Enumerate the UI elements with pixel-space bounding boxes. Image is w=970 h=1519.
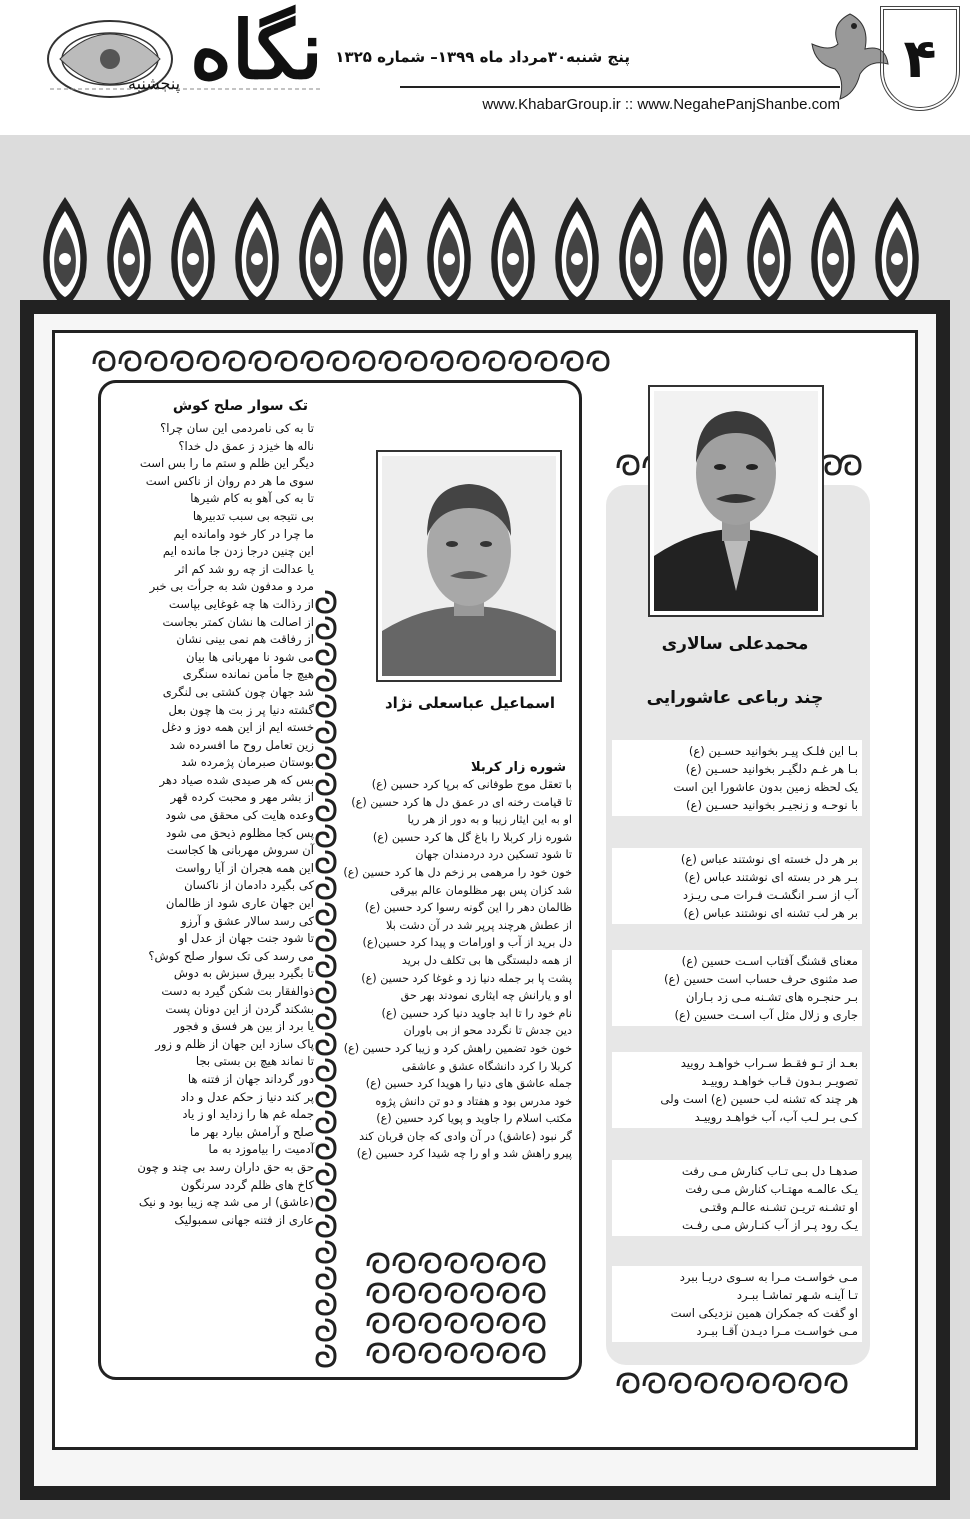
poem-line: گر نبود (عاشق) در آن وادی که جان قربان کند (359, 1129, 572, 1143)
poem-line: نام خود را تا ابد جاوید دنیا کرد حسین (ع) (381, 1006, 572, 1020)
quatrain (612, 1266, 862, 1342)
poem-line: تا به کی نامردمی این سان چرا؟ (160, 421, 314, 435)
poem-line: کی بگیرد دادمان از ناکسان (184, 878, 314, 893)
poem-line: خود مدرس بود و هفتاد و دو تن دانش پژوه (375, 1094, 572, 1108)
poem-line: او به این ایثار زیبا و به دور از هر ریا (407, 813, 572, 827)
author-photo (648, 385, 824, 617)
poem-text (106, 420, 314, 1229)
poem-line: جاری و زلال مثل آب اسـت حسین (ع) (674, 1008, 858, 1022)
poem-line: خسته ایم از این همه دوز و دغل (161, 720, 314, 735)
poem-line: بـا هر غـم دلگیـر بخوانید حسـین (ع) (685, 762, 858, 776)
page-header (0, 0, 970, 135)
poem-line: تا بگیرد بیرق سبزش به دوش (173, 966, 314, 981)
poem-line: یـک رود پـر از آب کنـارش مـی رفـت (681, 1218, 858, 1232)
poem-line: با تعقل موج طوفانی که برپا کرد حسین (ع) (371, 778, 572, 791)
website-links: www.KhabarGroup.ir :: www.NegahePanjShanbe.com (482, 96, 840, 113)
poem-line: دل برید از آب و اورامات و پیدا کرد حسین(ع) (362, 936, 572, 950)
poem-line: صد مثنوی حرف حساب است حسین (ع) (664, 972, 858, 986)
poem-line: تا شود تسکین درد دردمندان جهان (415, 848, 572, 862)
poem-line: آدمیت را بیاموزد به ما (208, 1142, 314, 1157)
poem-line: آب از سـر انگشـت فـرات مـی ریـزد (682, 888, 858, 902)
poem-line: خون خود تضمین راهش کرد و زیبا کرد حسین (ع) (343, 1041, 572, 1055)
page-number: ۴ (880, 6, 960, 111)
poem-text (342, 776, 572, 1163)
poem-line: بشکند گردن از این دونان پست (165, 1001, 314, 1016)
poem-line: بـا این فلـک پیـر بخوانید حسـین (ع) (688, 744, 858, 758)
poem-line: از اصالت ها نشان کمتر بجاست (162, 614, 314, 629)
poem-line: شوره زار کربلا را باغ گل ها کرد حسین (ع) (372, 830, 572, 844)
poem-line: پر کند دنیا ز حکم عدل و داد (180, 1089, 314, 1104)
poem-line: شد جهان چون کشتی بی لنگری (162, 684, 314, 699)
swirl-border-icon (92, 350, 612, 376)
poem-line: او تشـنه تریـن تشـنه عالـم وقتـی (699, 1200, 858, 1214)
poem-line: کربلا را کرد دانشگاه عشق و عاشقی (401, 1059, 572, 1073)
poem-line: مرد و مدفون شد به جرأت بی خبر (149, 579, 314, 594)
poem-line: گشته دنیا پر ز بت ها چون بعل (168, 702, 314, 717)
poem-line: پس کجا مظلوم ذیحق می شود (166, 825, 314, 840)
poem-line: بر هر لب تشنه ای نوشتند عباس (ع) (683, 906, 858, 920)
poem-line: تـا آینـه شـهر تماشـا ببـرد (736, 1288, 858, 1302)
poem-title: شوره زار کربلا (471, 760, 566, 775)
quatrain (612, 1160, 862, 1236)
poem-line: پشت پا بر جمله دنیا زد و غوغا کرد حسین (ع) (361, 971, 572, 985)
poem-line: پیرو راهش شد و او را چه شیدا کرد حسین (ع) (356, 1147, 572, 1161)
poem-line: بـر حنجـره های تشـنه مـی زد بـاران (685, 990, 858, 1004)
poem-line: دور گرداند جهان از فتنه ها (187, 1071, 314, 1086)
poem-line: بوستان صبرمان پژمرده شد (181, 755, 314, 770)
poem-line: زین تعامل روح ما افسرده شد (169, 737, 314, 752)
poem-line: مـی خواسـت مـرا به سـوی دریـا ببرد (679, 1270, 858, 1284)
poem-line: سوی ما هر دم روان از ناکس است (145, 473, 314, 488)
quatrain (612, 950, 862, 1026)
poem-line: بعـد از تـو فقـط سـراب خواهـد رویید (680, 1056, 858, 1070)
poem-line: معنای قشنگ آفتاب اسـت حسین (ع) (681, 954, 858, 968)
poem-line: کاخ های ظلم گردد سرنگون (180, 1177, 314, 1192)
poem-line: می شود نا مهربانی ها بیان (186, 649, 314, 664)
poem-line: خون خود را مرهمی بر زخم دل ها کرد حسین (ع) (343, 865, 572, 879)
poem-line: دین جدش تا نگردد محو از بی باوران (403, 1024, 572, 1038)
poem-line: بس که هر صیدی شده صیاد دهر (159, 772, 314, 787)
poem-line: (عاشق) ار می شد چه زیبا بود و نیک (138, 1195, 314, 1210)
poem-line: این همه هجران از آیا رواست (175, 860, 314, 875)
quatrain (612, 1052, 862, 1128)
logo-title: نگاه (190, 3, 323, 97)
issue-date: پنج شنبه۳۰مرداد ماه ۱۳۹۹– شماره ۱۳۲۵ (335, 48, 630, 66)
poem-line: از رفاقت هم نمی بینی نشان (176, 632, 314, 647)
poem-line: این جهان عاری شود از ظالمان (165, 896, 314, 911)
poem-line: بـر هر در بسته ای نوشتند عباس (ع) (684, 870, 858, 884)
poem-line: کـی بـر لـب آب، آب خواهـد روییـد (694, 1110, 858, 1124)
author-photo (376, 450, 562, 682)
poem-line: از رذالت ها چه غوغایی بپاست (168, 596, 314, 611)
header-rule (400, 86, 840, 88)
poem-line: او و یارانش چه ایثاری نمودند بهر حق (400, 989, 572, 1003)
poem-line: از عطش هرچند پرپر شد در آن دشت بلا (386, 918, 572, 932)
poem-line: تا نماند هیچ بن بستی بجا (195, 1054, 314, 1069)
quatrain (612, 848, 862, 924)
poem-line: هیچ جا مأمن نمانده سنگری (182, 667, 314, 682)
poem-line: بی نتیجه بی سبب تدبیرها (192, 508, 314, 523)
portrait-icon (654, 391, 818, 611)
poem-line: تا قیامت رخنه ای در عمق دل ها کرد حسین (ع) (351, 795, 572, 809)
poem-line: تصویـر بـدون قـاب خواهـد روییـد (701, 1074, 858, 1088)
poem-line: از بشر مهر و محبت کرده قهر (170, 790, 314, 805)
swirl-border-icon (612, 1368, 862, 1398)
poem-line: صلح و آرامش بیارد بهر ما (190, 1124, 314, 1139)
poem-line: کی رسد سالار عشق و آرزو (180, 913, 314, 928)
logo-subtitle: پنجشنبه (128, 74, 181, 93)
poem-title: تک سوار صلح کوش (172, 398, 308, 414)
phoenix-icon (810, 4, 890, 104)
newspaper-logo (40, 4, 340, 124)
poem-line: او گفت که جمکران همین نزدیکی است (670, 1306, 858, 1320)
poem-line: صدهـا دل بـی تـاب کنارش مـی رفت (681, 1164, 858, 1178)
poem-line: یـک عالمـه مهتـاب کنارش مـی رفت (685, 1182, 858, 1196)
swirl-ornament-icon (362, 1248, 568, 1368)
poem-line: مـی خواسـت مـرا دیـدن آقـا ببـرد (696, 1324, 858, 1338)
poem-line: جمله عاشق های دنیا را هویدا کرد حسین (ع) (365, 1077, 572, 1091)
quatrain (612, 740, 862, 816)
portrait-icon (382, 456, 556, 676)
poem-line: می رسد کی تک سوار صلح کوش؟ (148, 948, 314, 963)
poem-line: تا شود جنت جهان از عدل او (178, 931, 314, 946)
poem-line: هر چند که تشنه لب حسین (ع) است ولی (660, 1092, 858, 1106)
poem-line: آن سروش مهربانی ها کجاست (166, 843, 314, 858)
poem-line: مکتب اسلام را جاوید و پویا کرد حسین (ع) (376, 1112, 572, 1126)
poem-line: از همه دلبستگی ها بی تکلف دل برید (401, 953, 572, 967)
poem-line: با نوحـه و زنجیـر بخوانید حسـین (ع) (686, 798, 858, 812)
poem-line: جمله غم ها را زداید او ز یاد (182, 1107, 314, 1122)
poem-line: ناله ها خیزد ز عمق دل خدا؟ (178, 438, 314, 453)
author-name: محمدعلی سالاری (661, 634, 809, 654)
poem-line: وعده هایت کی محقق می شود (165, 808, 314, 823)
poem-line: این چنین درجا زدن جا مانده ایم (162, 544, 314, 559)
poem-line: شد کزان پس بهر مظلومان عالم بیرقی (390, 883, 572, 897)
poem-line: ما چرا در کار خود وامانده ایم (173, 526, 314, 541)
author-name: اسماعیل عباسعلی نژاد (384, 694, 556, 712)
poem-line: یک لحظه زمین بدون عاشورا این است (673, 780, 858, 794)
poem-title: چند رباعی عاشورایی (646, 688, 824, 708)
poem-line: عاری از فتنه جهانی سمبولیک (174, 1212, 314, 1227)
poem-line: دیگر این ظلم و ستم ما را بس است (139, 456, 314, 471)
poem-line: ذوالفقار بت شکن گیرد به دست (161, 984, 314, 998)
poem-line: حق به حق داران رسد بی چند و چون (137, 1159, 314, 1174)
poem-line: پاک سازد این جهان از ظلم و زور (155, 1036, 314, 1051)
poem-line: یا عدالت از چه رو شد کم اثر (175, 561, 314, 576)
vertical-swirl-icon (313, 590, 337, 1380)
poem-line: یا برد از بین هر فسق و فجور (174, 1019, 314, 1034)
scallop-border-icon (35, 192, 935, 312)
poem-line: تا به کی آهو به کام شیرها (190, 491, 314, 506)
poem-line: ظالمان دهر را این گونه رسوا کرد حسین (ع) (364, 901, 572, 915)
poem-line: بر هر دل خسته ای نوشتند عباس (ع) (680, 852, 858, 866)
